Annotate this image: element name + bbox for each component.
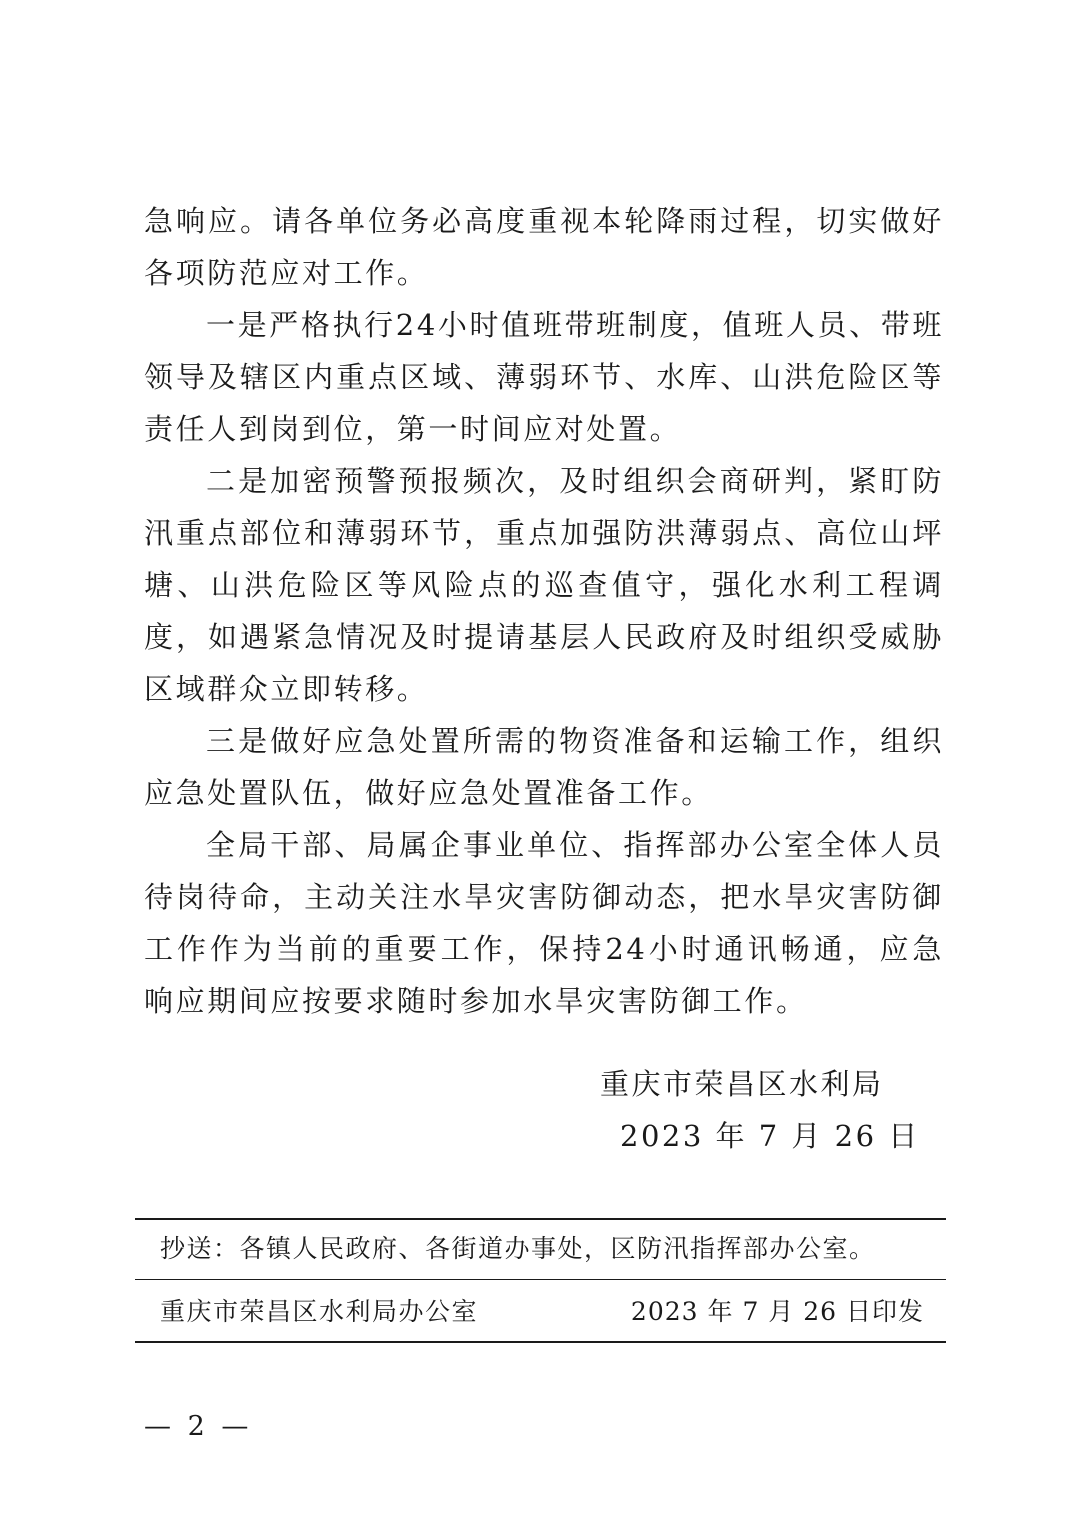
- footer-bottom-rule: [135, 1341, 946, 1343]
- signature-date: 2023 年 7 月 26 日: [620, 1119, 920, 1153]
- issuing-office: 重庆市荣昌区水利局办公室: [160, 1297, 479, 1326]
- page-number: — 2 —: [144, 1411, 253, 1442]
- body-text: [144, 195, 944, 1027]
- print-date: 2023 年 7 月 26 日印发: [630, 1297, 924, 1326]
- paragraph-continuation: 急响应。请各单位务必高度重视本轮降雨过程，切实做好各项防范应对工作。: [144, 204, 944, 290]
- signature-organization: 重庆市荣昌区水利局: [600, 1067, 884, 1101]
- paragraph-staff-instructions: 全局干部、局属企事业单位、指挥部办公室全体人员待岗待命，主动关注水旱灾害防御动态，把水旱灾害防御工作作为当前的重要工作，保持24小时通讯畅通，应急响应期间应按要求随时参加水旱灾害防御工作。: [144, 828, 944, 1018]
- paragraph-item-two: 二是加密预警预报频次，及时组织会商研判，紧盯防汛重点部位和薄弱环节，重点加强防洪薄弱点、高位山坪塘、山洪危险区等风险点的巡查值守，强化水利工程调度，如遇紧急情况及时提请基层人民政府及时组织受威胁区域群众立即转移。: [144, 464, 944, 706]
- cc-recipients: 抄送：各镇人民政府、各街道办事处，区防汛指挥部办公室。: [160, 1234, 876, 1263]
- paragraph-item-three: 三是做好应急处置所需的物资准备和运输工作，组织应急处置队伍，做好应急处置准备工作。: [144, 724, 944, 810]
- paragraph-item-one: 一是严格执行24小时值班带班制度，值班人员、带班领导及辖区内重点区域、薄弱环节、水库、山洪危险区等责任人到岗到位，第一时间应对处置。: [144, 308, 944, 446]
- footer-middle-rule: [135, 1279, 946, 1280]
- footer-top-rule: [135, 1218, 946, 1220]
